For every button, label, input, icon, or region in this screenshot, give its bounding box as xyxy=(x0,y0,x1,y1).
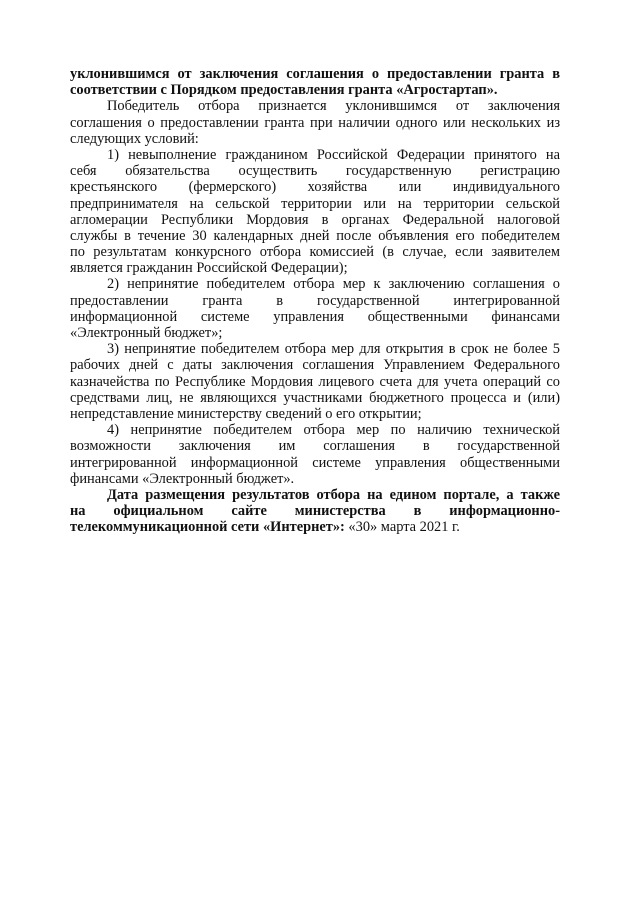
text-line: «Электронный бюджет»; xyxy=(70,325,223,341)
text-line: уклонившимся от заключения соглашения о предоставлении гранта в xyxy=(70,66,560,82)
paragraph-p1 xyxy=(70,98,560,147)
document-body xyxy=(70,66,560,535)
text-line: соглашения о предоставлении гранта при наличии одного или нескольких из xyxy=(70,114,560,131)
text-line: Победитель отбора признается уклонившимся от заключения xyxy=(107,98,560,115)
text-line: казначейства по Республике Мордовия лицевого счета для учета операций со xyxy=(70,373,560,390)
text-line: 4) непринятие победителем отбора мер по наличию технической xyxy=(107,422,560,439)
paragraph-p0 xyxy=(70,66,560,98)
text-line: является гражданин Российской Федерации); xyxy=(70,260,348,277)
text-line: рабочих дней с даты заключения соглашения Управлением Федерального xyxy=(70,357,560,374)
text-line: 1) невыполнение гражданином Российской Федерации принятого на xyxy=(107,146,560,163)
text-line: службы в течение 30 календарных дней после объявления его победителем xyxy=(70,227,560,244)
publication-date-paragraph xyxy=(70,487,560,536)
text-line: крестьянского (фермерского) хозяйства или индивидуального xyxy=(70,179,560,196)
paragraph-p3 xyxy=(70,276,560,341)
text-line: Дата размещения результатов отбора на едином портале, а также xyxy=(107,486,560,503)
paragraph-p5 xyxy=(70,422,560,487)
text-line: по результатам конкурсного отбора комиссией (в случае, если заявителем xyxy=(70,244,560,261)
text-line: на официальном сайте министерства в информационно- xyxy=(70,503,560,520)
text-line: возможности заключения им соглашения в государственной xyxy=(70,438,560,455)
text-line: 3) непринятие победителем отбора мер для открытия в срок не более 5 xyxy=(107,341,560,358)
text-line: финансами «Электронный бюджет». xyxy=(70,470,295,487)
text-line: соответствии с Порядком предоставления гранта «Агростартап». xyxy=(70,82,498,99)
text-line: предоставлении гранта в государственной интегрированной xyxy=(70,292,560,309)
text-line: средствами лиц, не являющихся участниками бюджетного процесса и (или) xyxy=(70,389,560,406)
paragraph-p4 xyxy=(70,341,560,422)
network-label: телекоммуникационной сети «Интернет»: xyxy=(70,519,345,536)
text-line: агломерации Республики Мордовия в органах Федеральной налоговой xyxy=(70,211,560,228)
text-line: непредставление министерству сведений о его открытии; xyxy=(70,405,422,422)
text-line xyxy=(70,519,560,535)
text-line: себя обязательства осуществить государственную регистрацию xyxy=(70,163,560,180)
text-line: следующих условий: xyxy=(70,130,199,147)
text-line: 2) непринятие победителем отбора мер к заключению соглашения о xyxy=(107,276,560,293)
text-line: информационной системе управления общественными финансами xyxy=(70,308,560,325)
publication-date: «30» марта 2021 г. xyxy=(344,519,460,536)
text-line: интегрированной информационной системе управления общественными xyxy=(70,454,560,471)
text-line: предпринимателя на сельской территории или на территории сельской xyxy=(70,195,560,212)
paragraph-p2 xyxy=(70,147,560,277)
